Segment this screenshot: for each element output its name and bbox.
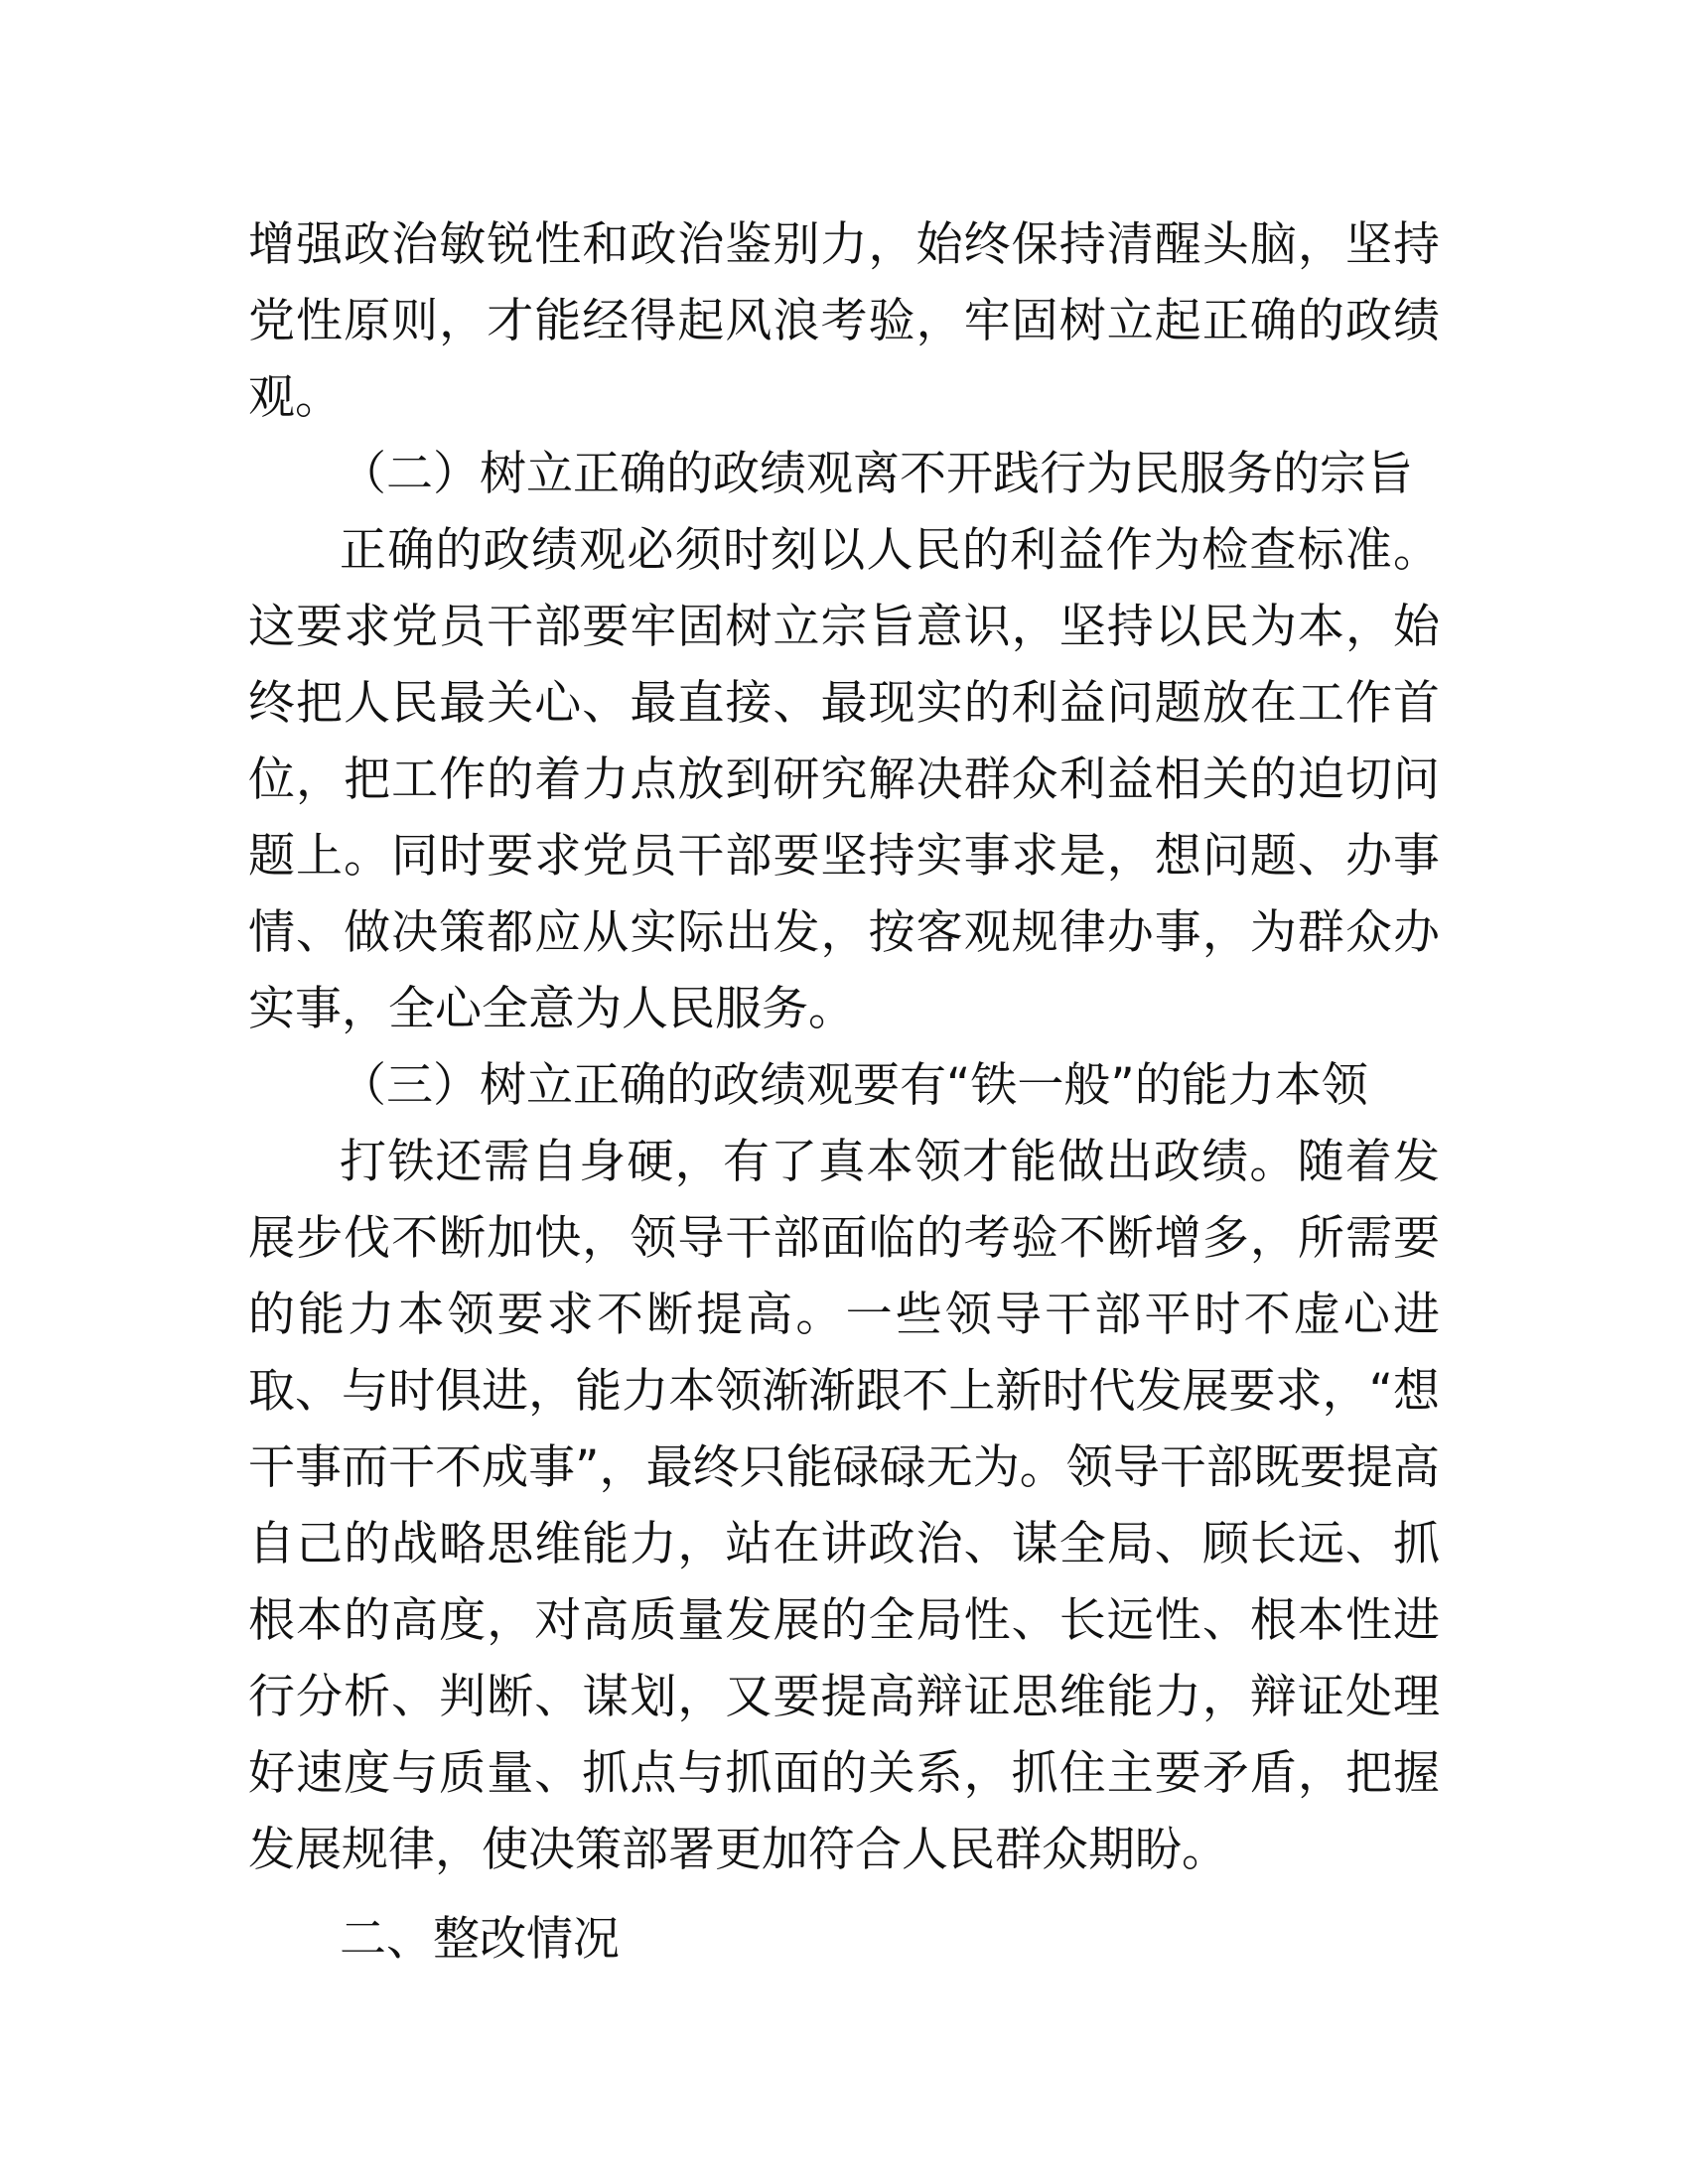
subheading-two: （二）树立正确的政绩观离不开践行为民服务的宗旨: [340, 447, 1413, 501]
section-heading-rectification: 二、整改情况: [340, 1912, 620, 1967]
paragraph-service-purpose: 正确的政绩观必须时刻以人民的利益作为检查标准。这要求党员干部要牢固树立宗旨意识，坚持以民为本，始终把人民最关心、最直接、最现实的利益问题放在工作首位，把工作的着力点放到研究解决群众利益相关的迫切问题上。同时要求党员干部要坚持实事求是，想问题、办事情、做决策都应从实际出发，按客观规律办事，为群众办实事，全心全意为人民服务。: [248, 523, 1440, 1036]
paragraph-ability: 打铁还需自身硬，有了真本领才能做出政绩。随着发展步伐不断加快，领导干部面临的考验不断增多，所需要的能力本领要求不断提高。一些领导干部平时不虚心进取、与时俱进，能力本领渐渐跟不上新时代发展要求，“想干事而干不成事”，最终只能碌碌无为。领导干部既要提高自己的战略思维能力，站在讲政治、谋全局、顾长远、抓根本的高度，对高质量发展的全局性、长远性、根本性进行分析、判断、谋划，又要提高辩证思维能力，辩证处理好速度与质量、抓点与抓面的关系，抓住主要矛盾，把握发展规律，使决策部署更加符合人民群众期盼。: [248, 1135, 1440, 1877]
document-body: [248, 206, 1440, 1978]
subheading-three: （三）树立正确的政绩观要有“铁一般”的能力本领: [340, 1058, 1368, 1113]
paragraph-continuation: 增强政治敏锐性和政治鉴别力，始终保持清醒头脑，坚持党性原则，才能经得起风浪考验，牢固树立起正确的政绩观。: [248, 217, 1440, 425]
